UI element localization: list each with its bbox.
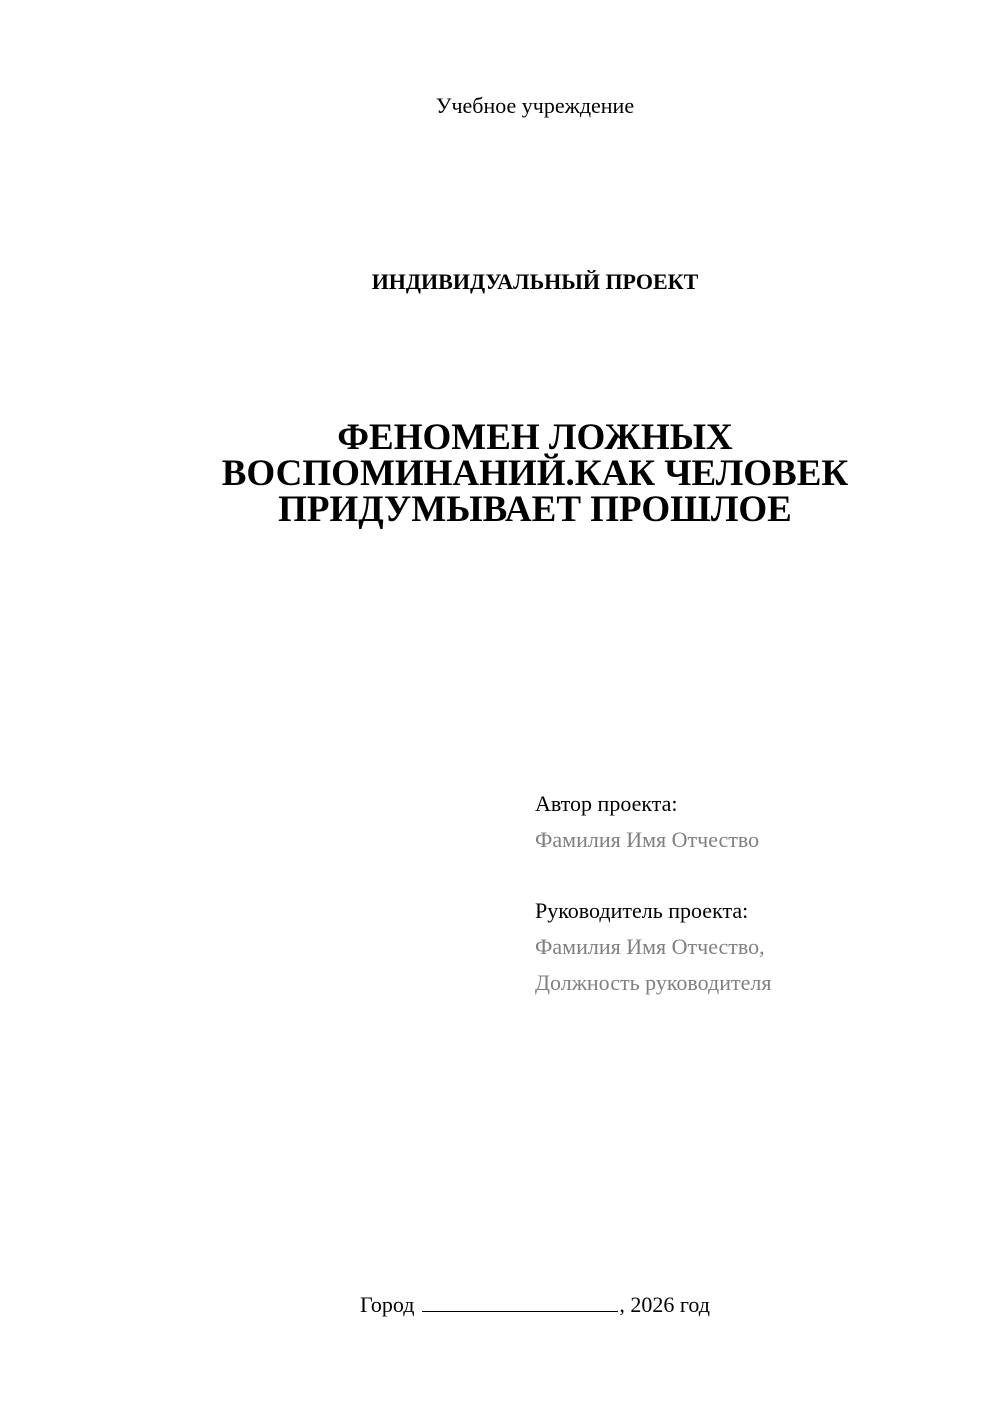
author-label: Автор проекта: bbox=[535, 791, 678, 816]
title-line: ВОСПОМИНАНИЙ.КАК ЧЕЛОВЕК bbox=[221, 453, 849, 494]
author-name-placeholder: Фамилия Имя Отчество bbox=[535, 827, 760, 852]
document-type: ИНДИВИДУАЛЬНЫЙ ПРОЕКТ bbox=[371, 269, 699, 294]
project-title bbox=[0, 417, 1000, 530]
title-line: ФЕНОМЕН ЛОЖНЫХ bbox=[337, 417, 733, 458]
supervisor-block bbox=[535, 893, 975, 1001]
title-line: ПРИДУМЫВАЕТ ПРОШЛОЕ bbox=[278, 489, 792, 530]
supervisor-name-placeholder: Фамилия Имя Отчество, bbox=[535, 934, 765, 959]
city-year-line bbox=[0, 1290, 1000, 1320]
year-text: , 2026 год bbox=[619, 1292, 710, 1317]
institution-name: Учебное учреждение bbox=[435, 93, 635, 118]
city-blank-line bbox=[422, 1291, 618, 1312]
author-block bbox=[535, 786, 975, 858]
city-label: Город bbox=[360, 1292, 415, 1317]
supervisor-position-placeholder: Должность руководителя bbox=[535, 970, 772, 995]
supervisor-label: Руководитель проекта: bbox=[535, 898, 749, 923]
